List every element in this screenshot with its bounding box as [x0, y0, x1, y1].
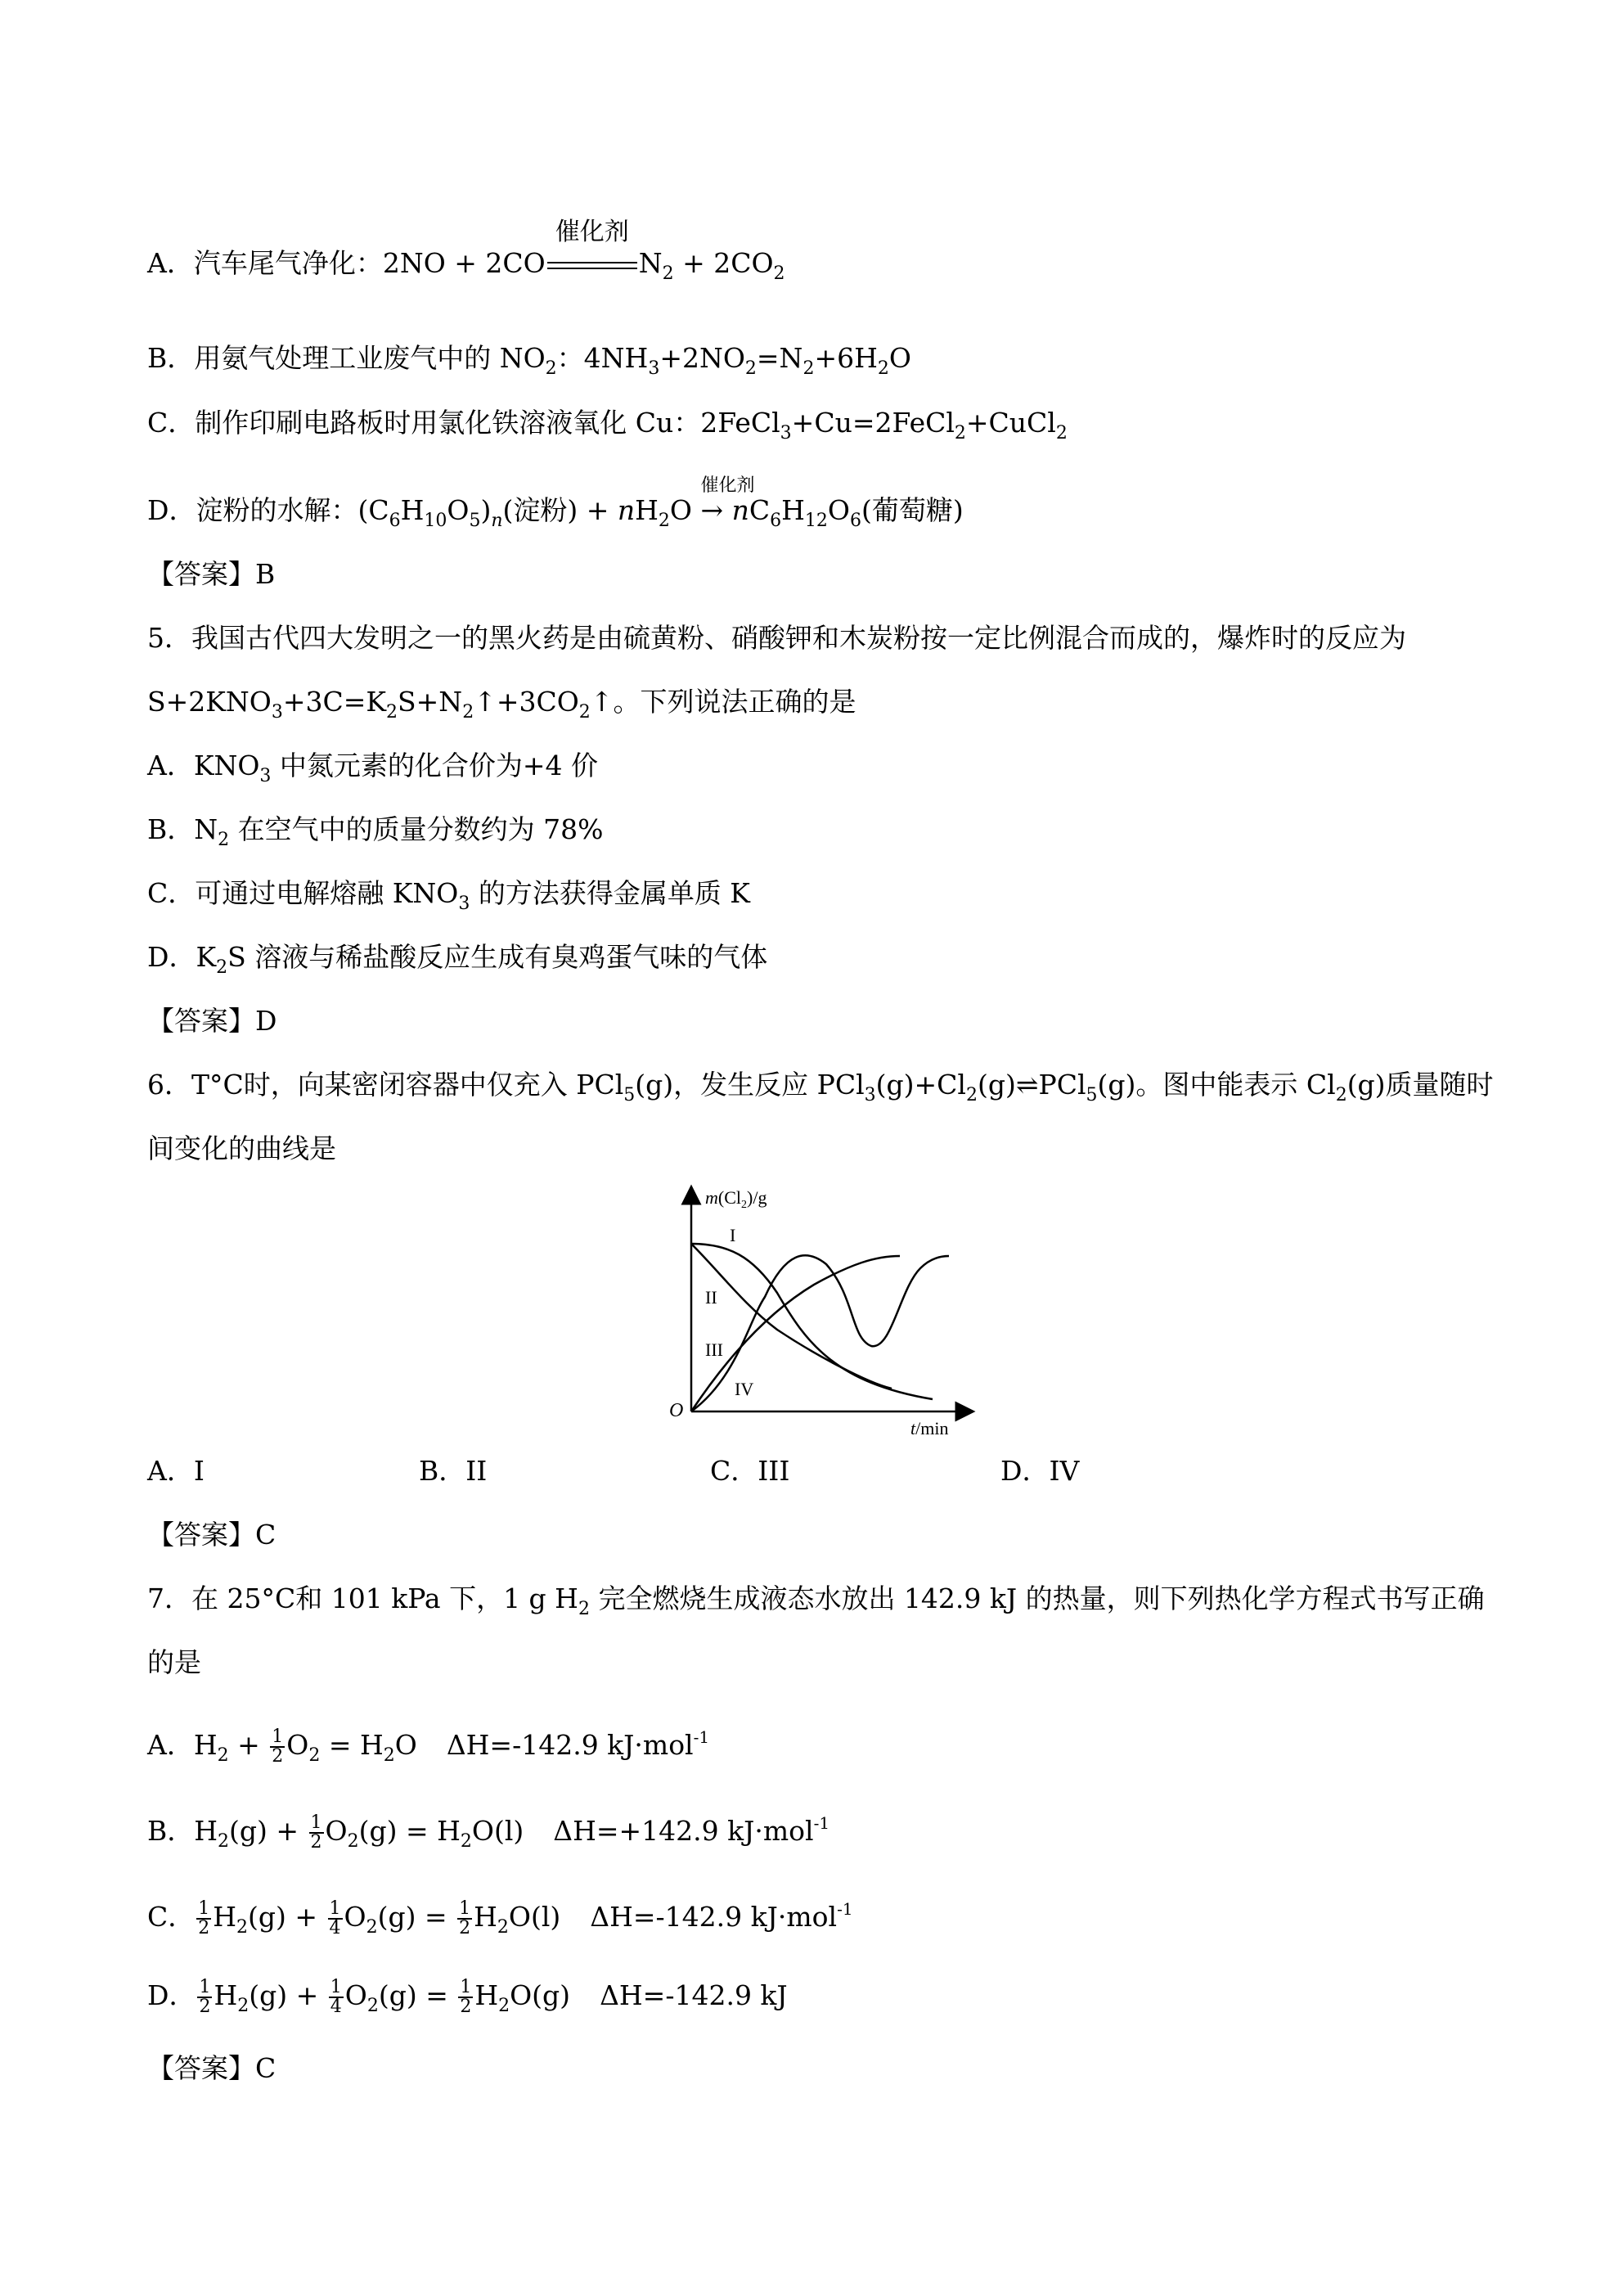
q6-option-a: A．I — [147, 1455, 205, 1487]
q5-option-c: C．可通过电解熔融 $KNO_3$ 的方法获得金属单质 K — [147, 877, 750, 914]
curve-iii — [691, 1256, 900, 1411]
q6-option-b: B．II — [419, 1455, 488, 1487]
q7-option-b: B．$H_2(g)$ + $\frac{1}{2}$ $O_2(g) = H_2O(l)$ ΔH=+142.9 kJ·mol$^{-1}$ — [147, 1812, 830, 1853]
q6-stem-line2: 间变化的曲线是 — [147, 1132, 336, 1164]
curve-label-iii: III — [705, 1339, 723, 1360]
q4-answer: 【答案】B — [147, 558, 276, 590]
q5-stem-line2: $S+2KNO_3+3C=K_2S+N_2↑+3CO_2↑$。下列说法正确的是 — [147, 686, 856, 723]
x-axis-label: t/min — [910, 1418, 949, 1438]
q5-stem-line1: 5．我国古代四大发明之一的黑火药是由硫黄粉、硝酸钾和木炭粉按一定比例混合而成的，爆炸时的反应为 — [147, 622, 1406, 654]
curve-label-ii: II — [705, 1287, 717, 1308]
q6-option-d: D．IV — [1000, 1455, 1080, 1487]
catalyst-arrow: 催化剂 → — [700, 475, 755, 526]
q5-answer: 【答案】D — [147, 1005, 277, 1037]
y-axis-label: $m(Cl_2)/g$ — [705, 1187, 767, 1211]
q7-stem-line1: 7．在 25°C和 101 kPa 下，1 g $H_2$ 完全燃烧生成液态水放出 142.9 kJ 的热量，则下列热化学方程式书写正确 — [147, 1582, 1485, 1619]
q6-answer: 【答案】C — [147, 1519, 276, 1551]
q6-stem-line1: 6．T°C时，向某密闭容器中仅充入 PCl$_5$(g)，发生反应 $PCl_3(g)+Cl_2(g)\rightleftharpoons PCl_5(g)$。图中能表示 $Cl_2(g)$质量随时 — [147, 1069, 1494, 1105]
q4-option-c: C．制作印刷电路板时用氯化铁溶液氧化 Cu：2FeCl$_3$+Cu=2FeCl$_2$+CuCl$_2$ — [147, 407, 1068, 443]
curve-i — [691, 1244, 933, 1399]
q7-option-d: D． $\frac{1}{2}$ $H_2(g)$ + $\frac{1}{4}$ $O_2(g)$ = $\frac{1}{2}$ $H_2O(g)$ ΔH=-142.9 kJ — [147, 1977, 788, 2017]
q7-stem-line2: 的是 — [147, 1646, 201, 1678]
q7-option-c: C． $\frac{1}{2}$ $H_2(g)$ + $\frac{1}{4}$ $O_2(g)$ = $\frac{1}{2}$ $H_2O(l)$ ΔH=-142.9 kJ·mol$^{-1}$ — [147, 1898, 853, 1938]
q4-option-b: B．用氨气处理工业废气中的 $NO_2$：$4NH_3+2NO_2=N_2+6H_2O$ — [147, 342, 911, 379]
q7-option-a: A．$H_2$ + $\frac{1}{2}$ $O_2 = H_2O$ ΔH=-142.9 kJ·mol$^{-1}$ — [147, 1727, 710, 1767]
q7-answer: 【答案】C — [147, 2052, 276, 2084]
q4-option-a: A．汽车尾气净化：2NO + 2CO 催化剂 $N_2 + 2CO_2$ — [147, 218, 785, 284]
q5-option-d: D．$K_2S$ 溶液与稀盐酸反应生成有臭鸡蛋气味的气体 — [147, 941, 768, 978]
q5-option-b: B．$N_2$ 在空气中的质量分数约为 78% — [147, 813, 604, 850]
catalyst-equals-sign: 催化剂 — [546, 247, 639, 280]
q4-option-d: D．淀粉的水解：$(C_6H_{10}O_5)_n$(淀粉) + $nH_2O$ 催化剂 → $nC_6H_{12}O_6$(葡萄糖) — [147, 475, 964, 531]
curve-iv — [691, 1255, 949, 1411]
curve-label-i: I — [730, 1225, 736, 1245]
q5-option-a: A．$KNO_3$ 中氮元素的化合价为+4 价 — [147, 750, 599, 786]
q6-option-c: C．III — [710, 1455, 790, 1487]
curve-label-iv: IV — [735, 1379, 754, 1399]
origin-label: O — [669, 1400, 684, 1421]
cl2-mass-time-chart — [654, 1174, 982, 1444]
